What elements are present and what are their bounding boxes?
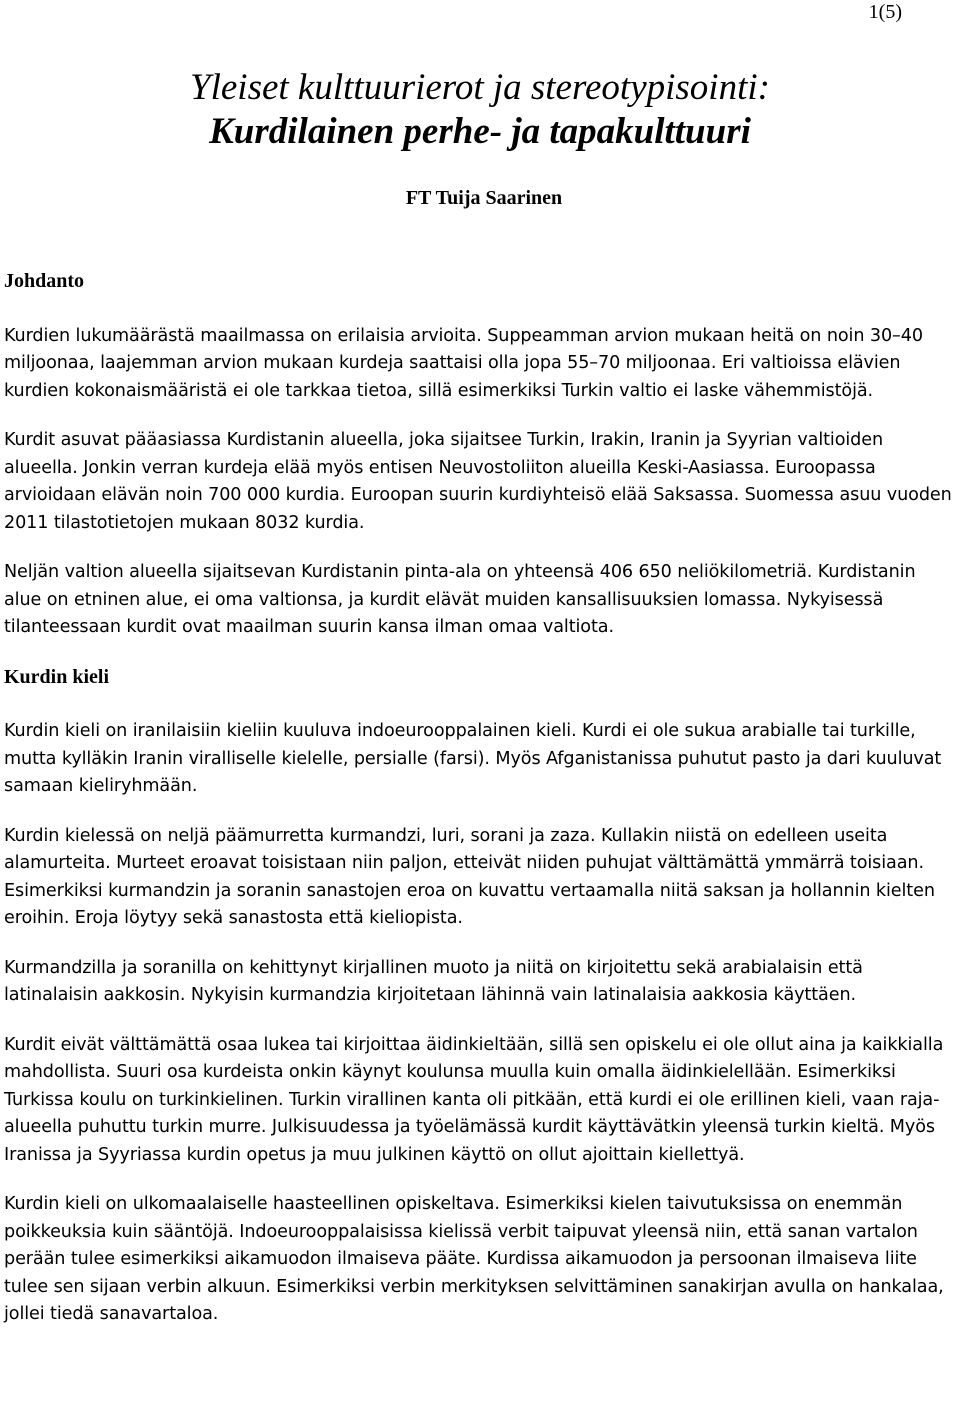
section-heading-johdanto: Johdanto	[4, 270, 85, 292]
page-number: 1(5)	[868, 1, 902, 23]
paragraph: Kurdin kielessä on neljä päämurretta kurmandzi, luri, sorani ja zaza. Kullakin niistä on edelleen useita alamurteita. Murteet eroavat toisistaan niin paljon, etteivät niiden puhujat välttämättä ymmärrä toisiaan. Esimerkiksi kurmandzin ja soranin sanastojen eroa on kuvattu vertaamalla niitä saksan ja hollannin kielten eroihin. Eroja löytyy sekä sanastosta että kieliopista.	[4, 825, 935, 928]
title-line-1: Yleiset kulttuurierot ja stereotypisointi:	[190, 67, 770, 108]
paragraph: Kurdit asuvat pääasiassa Kurdistanin alueella, joka sijaitsee Turkin, Irakin, Iranin ja Syyrian valtioiden alueella. Jonkin verran kurdeja elää myös entisen Neuvostoliiton alueilla Keski-Aasiassa. Euroopassa arvioidaan elävän noin 700 000 kurdia. Euroopan suurin kurdiyhteisö elää Saksassa. Suomessa asuu vuoden 2011 tilastotietojen mukaan 8032 kurdia.	[4, 430, 952, 533]
author: FT Tuija Saarinen	[405, 187, 563, 209]
paragraph: Kurdin kieli on iranilaisiin kieliin kuuluva indoeurooppalainen kieli. Kurdi ei ole sukua arabialle tai turkille, mutta kylläkin Iranin viralliselle kielelle, persialle (farsi). Myös Afganistanissa puhutut pasto ja dari kuuluvat samaan kieliryhmään.	[4, 721, 942, 796]
section-heading-kurdin-kieli: Kurdin kieli	[4, 665, 110, 688]
paragraph: Kurdien lukumäärästä maailmassa on erilaisia arvioita. Suppeamman arvion mukaan heitä on noin 30–40 miljoonaa, laajemman arvion mukaan kurdeja saattaisi olla jopa 55–70 miljoonaa. Eri valtioissa elävien kurdien kokonaismääristä ei ole tarkkaa tietoa, sillä esimerkiksi Turkin valtio ei laske vähemmistöjä.	[4, 325, 923, 401]
paragraph: Neljän valtion alueella sijaitsevan Kurdistanin pinta-ala on yhteensä 406 650 neliökilometriä. Kurdistanin alue on etninen alue, ei oma valtionsa, ja kurdit elävät muiden kansallisuuksien lomassa. Nykyisessä tilanteessaan kurdit ovat maailman suurin kansa ilman omaa valtiota.	[4, 562, 916, 637]
title-line-2: Kurdilainen perhe- ja tapakulttuuri	[209, 111, 751, 152]
document-body	[4, 268, 956, 1351]
document-title	[0, 66, 960, 154]
paragraph: Kurdin kieli on ulkomaalaiselle haasteellinen opiskeltava. Esimerkiksi kielen taivutuksissa on enemmän poikkeuksia kuin sääntöjä. Indoeurooppalaisissa kielissä verbit taipuvat yleensä niin, että sanan vartalon perään tulee esimerkiksi aikamuodon ilmaiseva pääte. Kurdissa aikamuodon ja persoonan ilmaiseva liite tulee sen sijaan verbin alkuun. Esimerkiksi verbin merkityksen selvittäminen sanakirjan avulla on hankalaa, jollei tiedä sanavartaloa.	[4, 1194, 944, 1324]
paragraph: Kurmandzilla ja soranilla on kehittynyt kirjallinen muoto ja niitä on kirjoitettu sekä arabialaisin että latinalaisin aakkosin. Nykyisin kurmandzia kirjoitetaan lähinnä vain latinalaisia aakkosia käyttäen.	[4, 957, 863, 1005]
paragraph: Kurdit eivät välttämättä osaa lukea tai kirjoittaa äidinkieltään, sillä sen opiskelu ei ole ollut aina ja kaikkialla mahdollista. Suuri osa kurdeista onkin käynyt koulunsa muulla kuin omalla äidinkielellään. Esimerkiksi Turkissa koulu on turkinkielinen. Turkin virallinen kanta oli pitkään, että kurdi ei ole erillinen kieli, vaan raja-alueella puhuttu turkin murre. Julkisuudessa ja työelämässä kurdit käyttävätkin yleensä turkin kieltä. Myös Iranissa ja Syyriassa kurdin opetus ja muu julkinen käyttö on ollut ajoittain kiellettyä.	[4, 1034, 944, 1165]
